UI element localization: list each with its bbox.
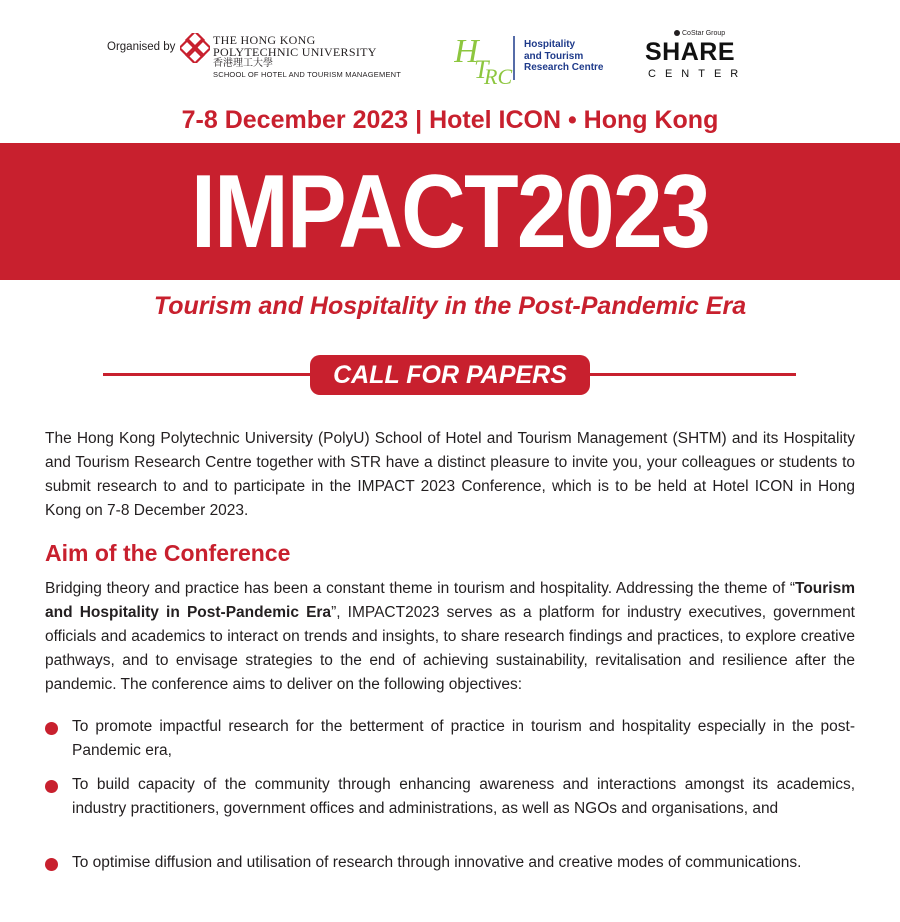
htrc-name-line: Hospitality	[524, 39, 576, 50]
intro-paragraph: The Hong Kong Polytechnic University (PolyU) School of Hotel and Tourism Management (SHTM) and its Hospitality and Tourism Research Centre together with STR have a distinct pleasure to invite you, your colleagues or students to submit research to and to participate in the IMPACT 2023 Conference, which is to be held at Hotel ICON in Hong Kong on 7-8 December 2023.	[45, 430, 855, 519]
event-dateline: 7-8 December 2023 | Hotel ICON • Hong Kong	[181, 106, 719, 134]
organised-by-label: Organised by	[107, 41, 176, 53]
event-title: IMPACT2023	[191, 153, 709, 270]
cfp-rule-right	[585, 373, 796, 376]
objective-text: To promote impactful research for the betterment of practice in tourism and hospitality especially in the post-Pandemic era,	[72, 718, 855, 759]
htrc-name-line: and Tourism	[524, 50, 584, 62]
aim-heading: Aim of the Conference	[45, 540, 291, 566]
bullet-icon	[45, 722, 58, 735]
htrc-name	[524, 39, 603, 74]
svg-text:RC: RC	[484, 64, 513, 86]
cfp-rule-left	[103, 373, 313, 376]
aim-text-end: ”, IMPACT2023 serves as a platform for industry executives, government officials and academics to interact on trends and insights, to share research findings and practices, to explore creative pathways, and to envisage strategies to the end of achieving sustainability, revitalisation and resilience after the pandemic. The conference aims to deliver on the following objectives:	[45, 604, 855, 693]
polyu-wordmark	[213, 34, 377, 70]
objective-text: To build capacity of the community through enhancing awareness and interactions amongst its academics, industry practitioners, government offices and administrations, as well as NGOs and organisations, and	[72, 776, 855, 817]
polyu-name-line1: THE HONG KONG	[213, 33, 316, 47]
center-wordmark: CENTER	[648, 68, 748, 80]
share-wordmark: SHARE	[645, 38, 736, 66]
shtm-label: SCHOOL OF HOTEL AND TOURISM MANAGEMENT	[213, 70, 402, 79]
aim-text-start: Bridging theory and practice has been a constant theme in tourism and hospitality. Addressing the theme of “	[45, 580, 795, 597]
htrc-logo-icon	[454, 30, 516, 86]
aim-paragraph	[45, 577, 855, 697]
costar-dot-icon	[674, 30, 680, 36]
bullet-icon	[45, 780, 58, 793]
svg-text:T: T	[474, 55, 489, 84]
costar-text: CoStar Group	[682, 30, 726, 37]
objective-item	[45, 851, 855, 875]
aim-theme: Tourism and Hospitality in Post-Pandemic Era	[45, 580, 855, 621]
polyu-logo-icon	[180, 33, 210, 63]
objective-item	[45, 773, 855, 821]
bullet-icon	[45, 858, 58, 871]
costar-label	[674, 30, 725, 37]
objective-text: To optimise diffusion and utilisation of research through innovative and creative modes of communications.	[72, 854, 802, 871]
sponsor-logos	[0, 30, 900, 90]
polyu-name-line2: POLYTECHNIC UNIVERSITY	[213, 45, 377, 59]
event-subtitle: Tourism and Hospitality in the Post-Pandemic Era	[153, 292, 747, 320]
polyu-name-chinese: 香港理工大學	[213, 58, 273, 69]
call-for-papers-badge: CALL FOR PAPERS	[310, 355, 590, 395]
htrc-name-line: Research Centre	[524, 62, 604, 73]
svg-text:H: H	[454, 33, 479, 70]
objective-item	[45, 715, 855, 763]
